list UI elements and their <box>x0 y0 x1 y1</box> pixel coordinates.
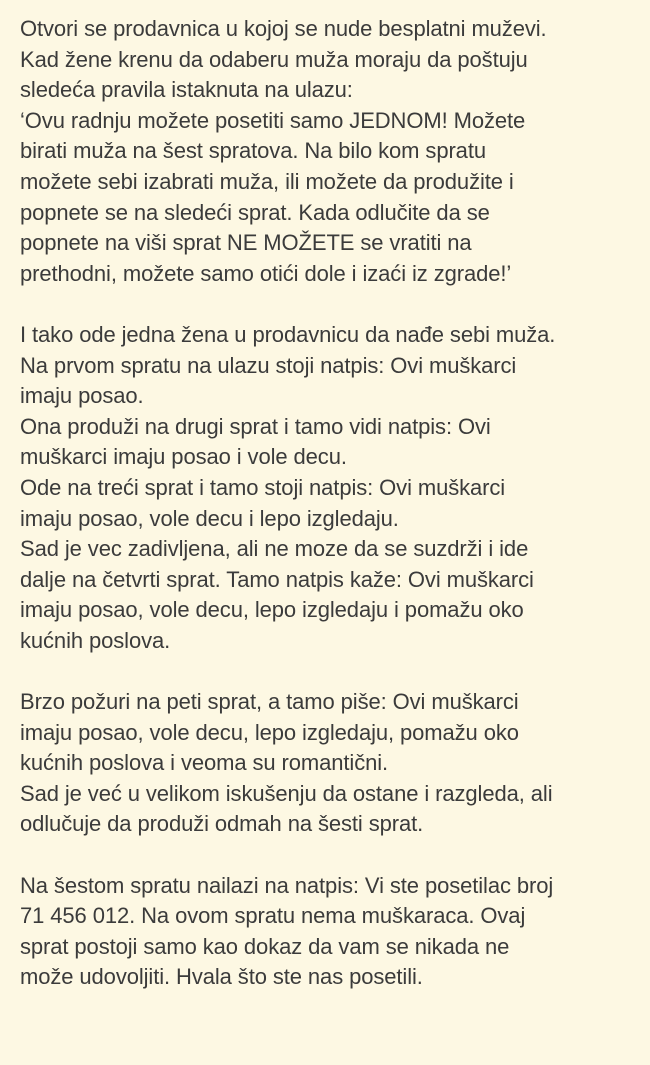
paragraph-fifth-floor <box>20 687 632 840</box>
text-line: Sad je vec zadivljena, ali ne moze da se suzdrži i ide <box>20 536 529 562</box>
text-line: Na šestom spratu nailazi na natpis: Vi ste posetilac broj <box>20 872 554 898</box>
text-line: može udovoljiti. Hvala što ste nas posetili. <box>20 964 423 990</box>
text-line: Ona produži na drugi sprat i tamo vidi natpis: Ovi <box>20 413 491 439</box>
text-line: možete sebi izabrati muža, ili možete da produžite i <box>20 168 514 194</box>
text-line: kućnih poslova i veoma su romantični. <box>20 750 389 776</box>
text-line: sprat postoji samo kao dokaz da vam se nikada ne <box>20 933 510 959</box>
text-line: odlučuje da produži odmah na šesti sprat. <box>20 811 424 837</box>
text-line: imaju posao, vole decu, lepo izgledaju, pomažu oko <box>20 719 519 745</box>
text-line: Brzo požuri na peti sprat, a tamo piše: Ovi muškarci <box>20 689 519 715</box>
text-line: birati muža na šest spratova. Na bilo kom spratu <box>20 138 486 164</box>
paragraph-store-rules <box>20 14 632 289</box>
text-line: ‘Ovu radnju možete posetiti samo JEDNOM! Možete <box>20 107 526 133</box>
text-line: Ode na treći sprat i tamo stoji natpis: Ovi muškarci <box>20 474 506 500</box>
text-line: 71 456 012. Na ovom spratu nema muškaraca. Ovaj <box>20 903 526 929</box>
text-line: Sad je već u velikom iskušenju da ostane i razgleda, ali <box>20 780 553 806</box>
text-line: Kad žene krenu da odaberu muža moraju da poštuju <box>20 46 528 72</box>
text-line: popnete se na sledeći sprat. Kada odlučite da se <box>20 199 490 225</box>
text-line: muškarci imaju posao i vole decu. <box>20 444 347 470</box>
paragraph-floors-one-to-four <box>20 320 632 657</box>
text-line: popnete na viši sprat NE MOŽETE se vratiti na <box>20 230 472 256</box>
text-line: sledeća pravila istaknuta na ulazu: <box>20 77 353 103</box>
paragraph-sixth-floor <box>20 871 632 993</box>
text-line: imaju posao, vole decu, lepo izgledaju i pomažu oko <box>20 597 524 623</box>
text-line: dalje na četvrti sprat. Tamo natpis kaže: Ovi muškarci <box>20 566 534 592</box>
text-line: imaju posao, vole decu i lepo izgledaju. <box>20 505 399 531</box>
text-line: I tako ode jedna žena u prodavnicu da nađe sebi muža. <box>20 321 556 347</box>
text-line: Otvori se prodavnica u kojoj se nude besplatni muževi. <box>20 16 547 41</box>
text-line: imaju posao. <box>20 383 144 409</box>
text-line: Na prvom spratu na ulazu stoji natpis: Ovi muškarci <box>20 352 517 378</box>
text-line: prethodni, možete samo otići dole i izaći iz zgrade!’ <box>20 260 512 286</box>
text-line: kućnih poslova. <box>20 627 171 653</box>
